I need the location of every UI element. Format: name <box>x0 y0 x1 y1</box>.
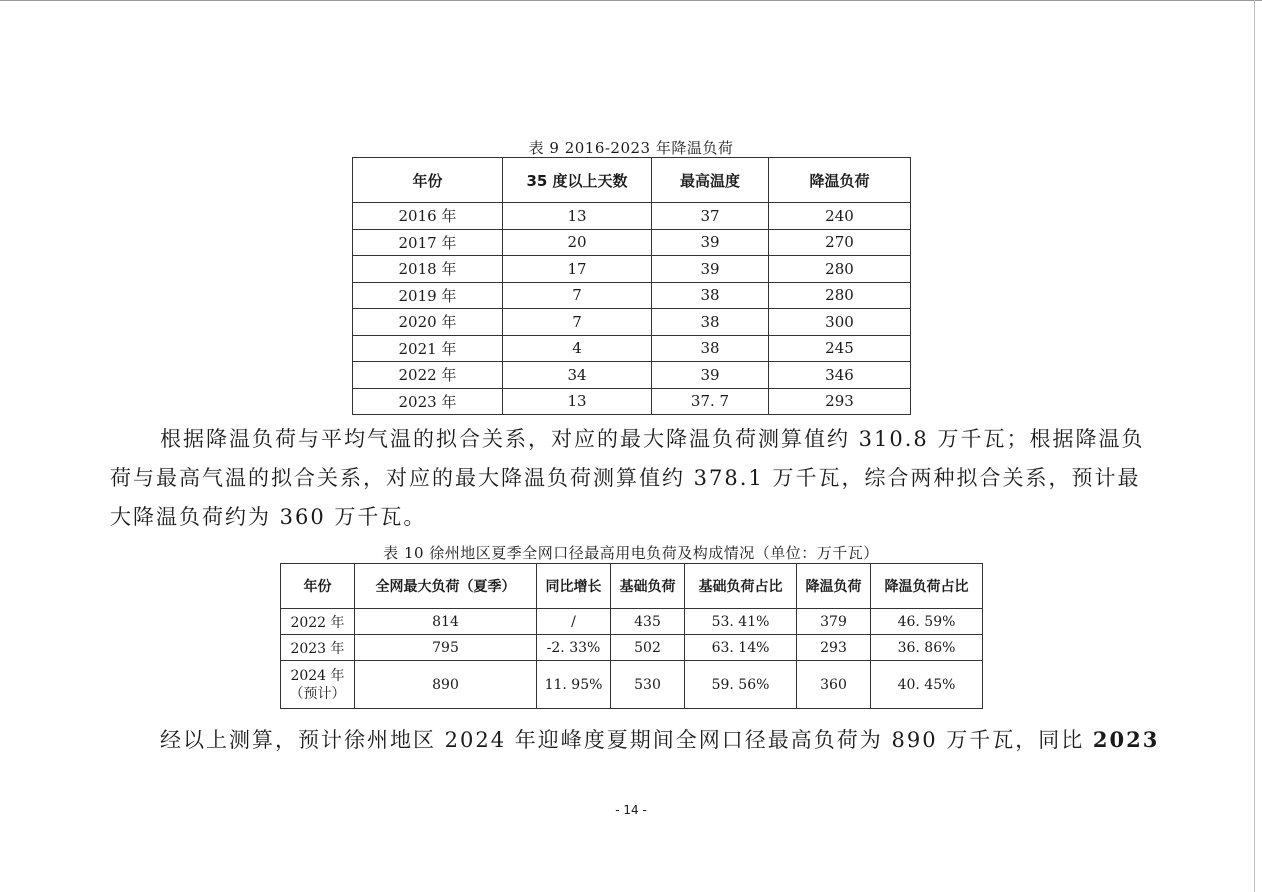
table-cell: 280 <box>769 282 911 309</box>
table10-caption: 表 10 徐州地区夏季全网口径最高用电负荷及构成情况（单位：万千瓦） <box>383 544 879 562</box>
table-cell: 300 <box>769 309 911 336</box>
table-cell: 530 <box>611 661 685 709</box>
table-row <box>353 256 911 283</box>
table-cell: 39 <box>652 362 769 389</box>
table-cell: 37. 7 <box>652 388 769 415</box>
table-cell: 360 <box>797 661 871 709</box>
body-paragraph-2-bold-year: 2023 <box>1092 727 1160 752</box>
table-cell: 2016 年 <box>353 203 503 230</box>
table-cell: 46. 59% <box>871 609 983 635</box>
table-cell: 17 <box>503 256 652 283</box>
table-cell: 2019 年 <box>353 282 503 309</box>
page-right-border <box>1254 0 1255 892</box>
table-cell: 2021 年 <box>353 335 503 362</box>
table-cell: 38 <box>652 309 769 336</box>
table-cell: 245 <box>769 335 911 362</box>
body-paragraph-2-text: 经以上测算，预计徐州地区 2024 年迎峰度夏期间全网口径最高负荷为 890 万千瓦，同比 <box>160 728 1093 752</box>
page-top-border <box>0 0 1262 1</box>
table-row <box>353 203 911 230</box>
table-cell: 379 <box>797 609 871 635</box>
table-cell: 11. 95% <box>537 661 611 709</box>
body-paragraph-2 <box>160 720 1159 760</box>
table-cell: 53. 41% <box>685 609 797 635</box>
table-cell: 36. 86% <box>871 635 983 661</box>
table-cell: 270 <box>769 229 911 256</box>
table-cell: 7 <box>503 309 652 336</box>
table-cell: 280 <box>769 256 911 283</box>
table-row <box>353 335 911 362</box>
table-cell: 814 <box>355 609 537 635</box>
table9-caption: 表 9 2016-2023 年降温负荷 <box>528 139 734 157</box>
table-row <box>353 282 911 309</box>
table-cell: 13 <box>503 388 652 415</box>
table9 <box>352 157 911 415</box>
table-cell: 39 <box>652 256 769 283</box>
table-cell: 34 <box>503 362 652 389</box>
table-cell: 2022 年 <box>281 609 355 635</box>
table-cell: 13 <box>503 203 652 230</box>
body-paragraph-line-1: 根据降温负荷与平均气温的拟合关系，对应的最大降温负荷测算值约 310.8 万千瓦；根据降温负 <box>160 427 1145 451</box>
table10-header-cooling-load: 降温负荷 <box>797 564 871 609</box>
table9-header-year: 年份 <box>353 158 503 203</box>
table-cell: 240 <box>769 203 911 230</box>
table-cell: 20 <box>503 229 652 256</box>
body-paragraph-line-2: 荷与最高气温的拟合关系，对应的最大降温负荷测算值约 378.1 万千瓦，综合两种拟合关系，预计最 <box>110 466 1141 490</box>
table9-header-cooling-load: 降温负荷 <box>769 158 911 203</box>
table-cell: 2023 年 <box>353 388 503 415</box>
table-cell: 38 <box>652 282 769 309</box>
table9-header-max-temp: 最高温度 <box>652 158 769 203</box>
table-cell: 2018 年 <box>353 256 503 283</box>
table-cell: 2022 年 <box>353 362 503 389</box>
page-number: - 14 - <box>615 803 647 817</box>
table-cell: 2023 年 <box>281 635 355 661</box>
table-row <box>281 635 983 661</box>
table-cell: 4 <box>503 335 652 362</box>
table-cell: -2. 33% <box>537 635 611 661</box>
table-cell: 63. 14% <box>685 635 797 661</box>
table-cell: 346 <box>769 362 911 389</box>
table-cell: 40. 45% <box>871 661 983 709</box>
table-cell: 502 <box>611 635 685 661</box>
table-row <box>353 388 911 415</box>
table-cell-year-forecast <box>281 661 355 709</box>
table10-header-row <box>281 564 983 609</box>
table-row <box>353 229 911 256</box>
table-cell: 2017 年 <box>353 229 503 256</box>
table-cell: 37 <box>652 203 769 230</box>
table10-header-yoy-growth: 同比增长 <box>537 564 611 609</box>
table-cell: / <box>537 609 611 635</box>
table-cell: 38 <box>652 335 769 362</box>
table-row <box>281 609 983 635</box>
body-paragraph-line-3: 大降温负荷约为 360 万千瓦。 <box>110 505 427 529</box>
table-cell: 293 <box>769 388 911 415</box>
table-row <box>353 362 911 389</box>
table-cell: 39 <box>652 229 769 256</box>
forecast-note: （预计） <box>289 685 346 702</box>
table10 <box>280 563 983 709</box>
table10-header-year: 年份 <box>281 564 355 609</box>
table-cell: 293 <box>797 635 871 661</box>
table-cell: 795 <box>355 635 537 661</box>
table-row <box>281 661 983 709</box>
table-cell: 435 <box>611 609 685 635</box>
table-cell: 59. 56% <box>685 661 797 709</box>
table10-header-base-load-share: 基础负荷占比 <box>685 564 797 609</box>
year-label: 2024 年 <box>290 667 345 684</box>
table-cell: 890 <box>355 661 537 709</box>
table9-header-row <box>353 158 911 203</box>
table-cell: 7 <box>503 282 652 309</box>
table10-header-base-load: 基础负荷 <box>611 564 685 609</box>
table-row <box>353 309 911 336</box>
table10-header-max-load: 全网最大负荷（夏季） <box>355 564 537 609</box>
table9-header-days-above-35: 35 度以上天数 <box>503 158 652 203</box>
table10-header-cooling-load-share: 降温负荷占比 <box>871 564 983 609</box>
table-cell: 2020 年 <box>353 309 503 336</box>
